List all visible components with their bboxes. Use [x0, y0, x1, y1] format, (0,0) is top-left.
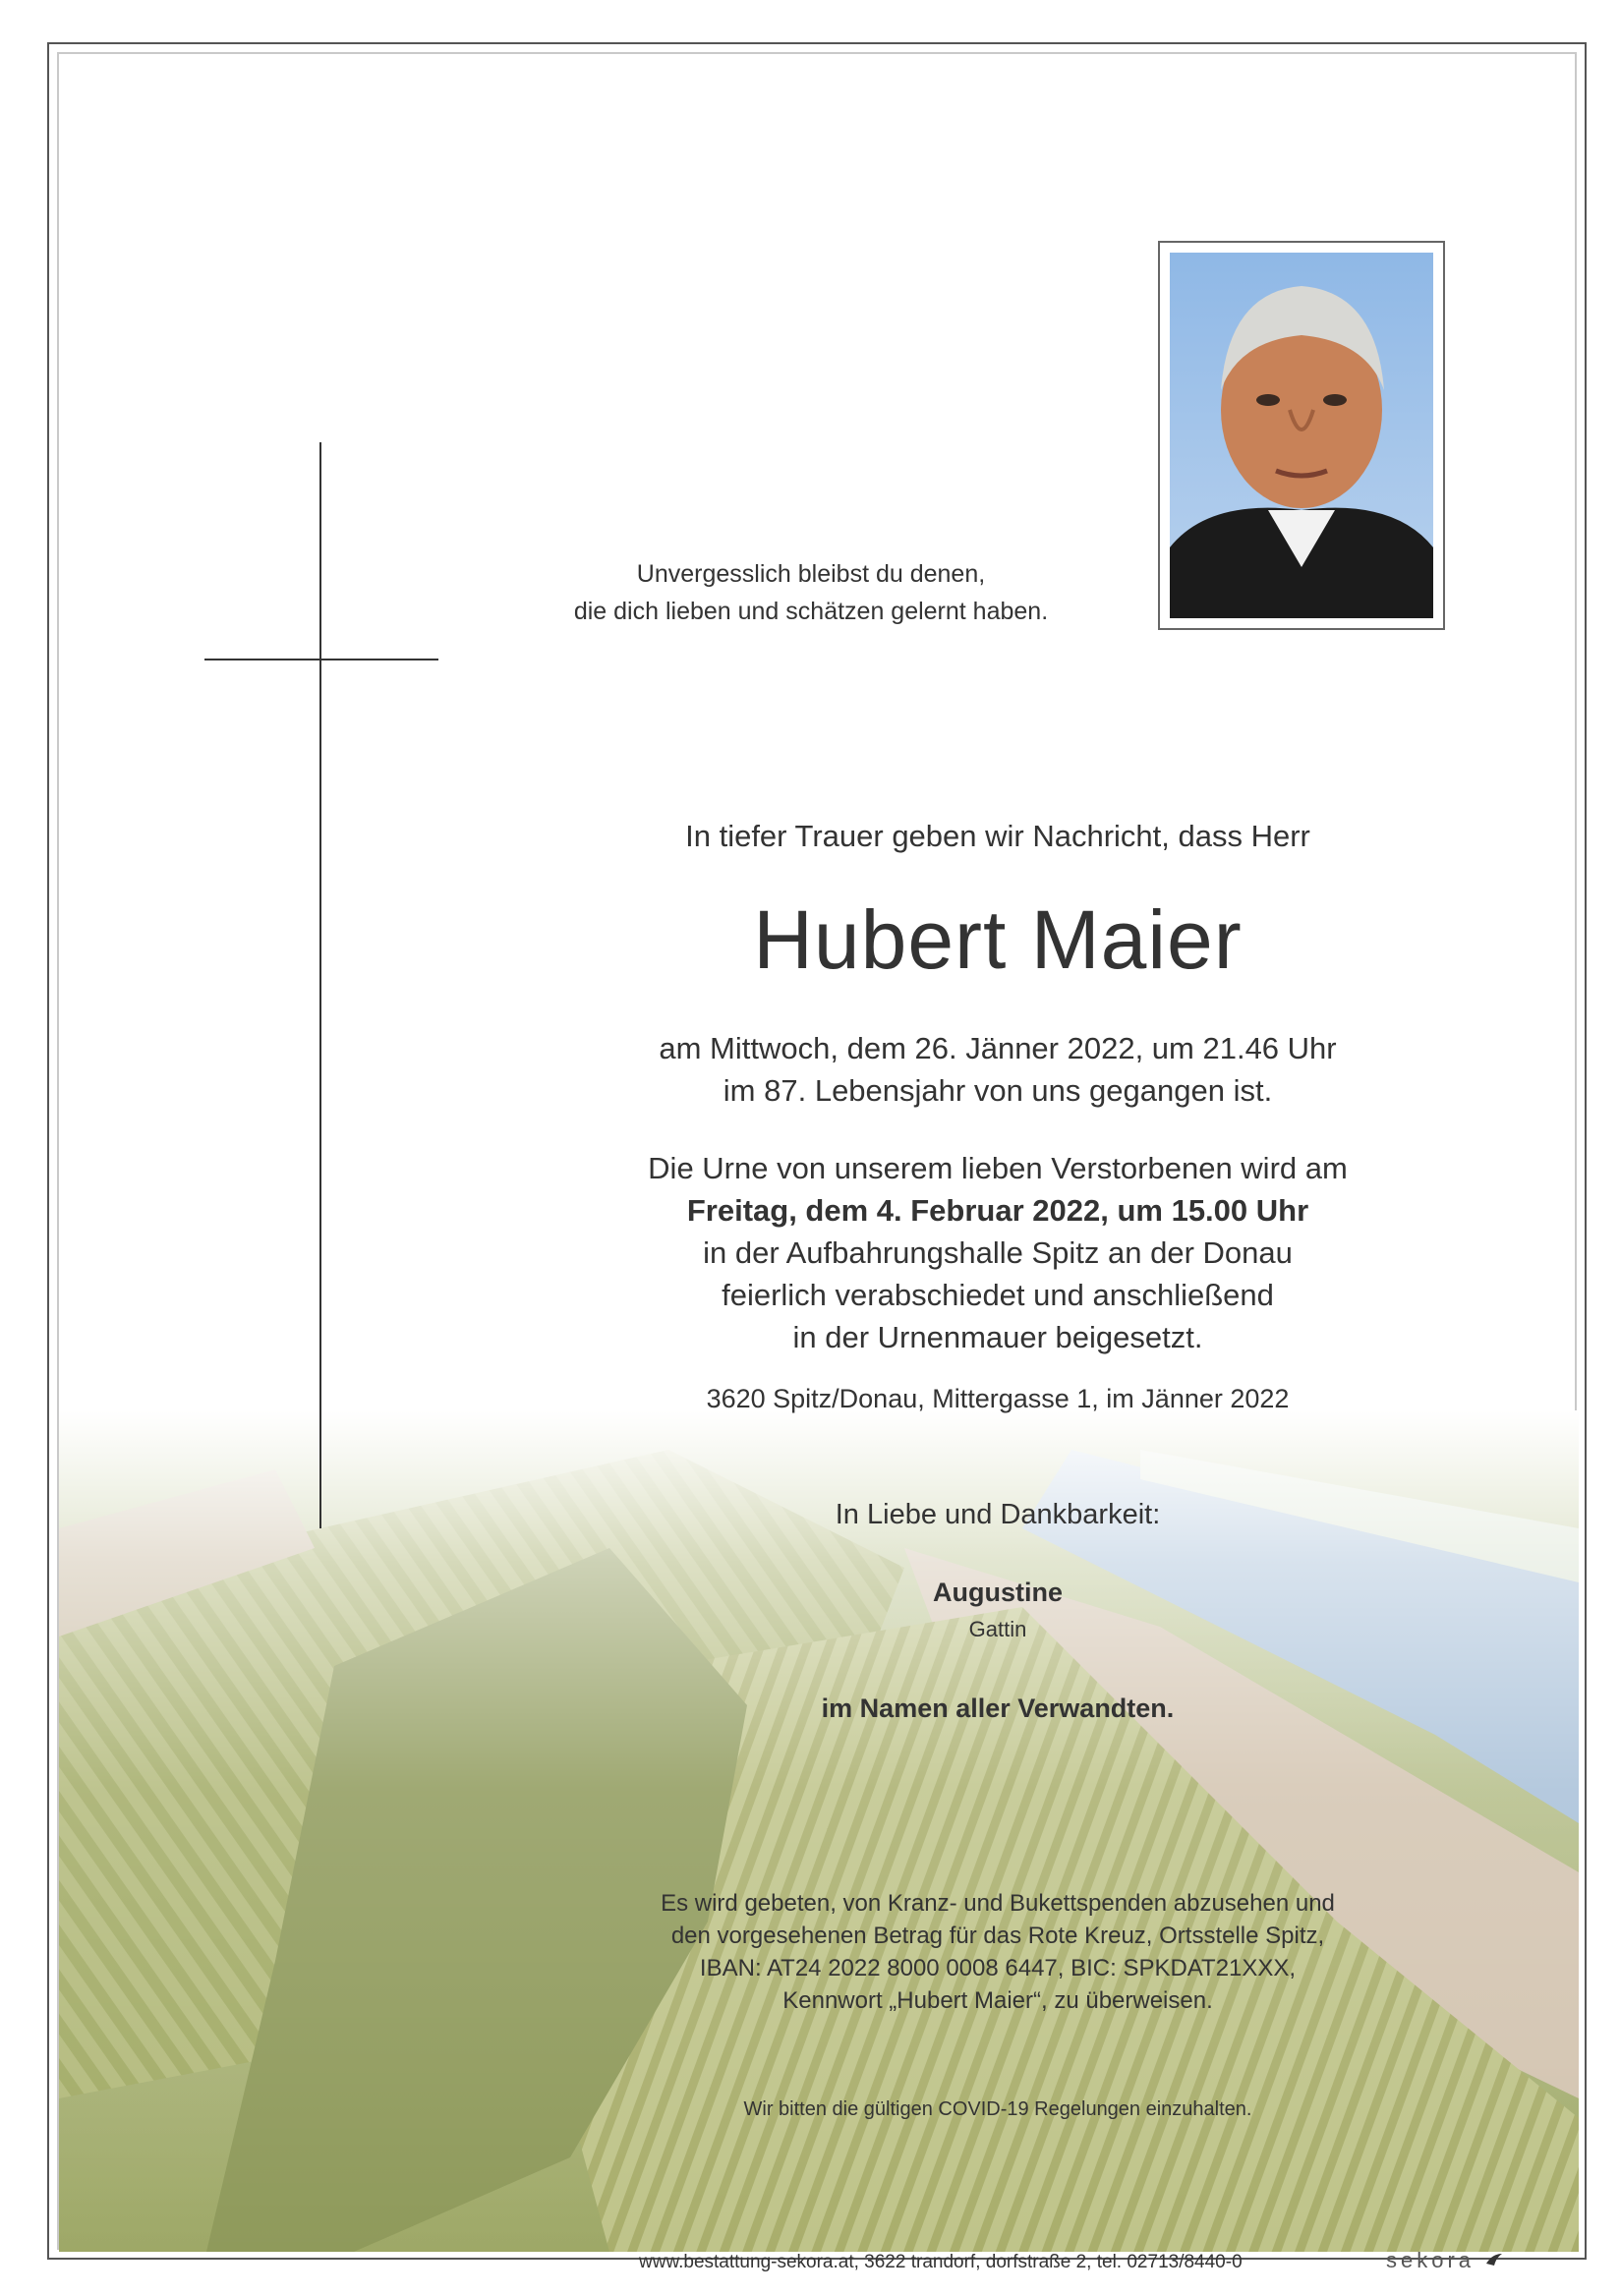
donation-line-1: Es wird gebeten, von Kranz- und Bukettspenden abzusehen und — [661, 1890, 1335, 1917]
portrait-frame — [1158, 241, 1445, 630]
quote-line-2: die dich lieben und schätzen gelernt haben. — [573, 598, 1049, 625]
mourner-name: Augustine — [933, 1578, 1063, 1607]
covid-note: Wir bitten die gültigen COVID-19 Regelungen einzuhalten. — [743, 2098, 1252, 2120]
portrait-photo — [1170, 253, 1433, 618]
quote-line-1: Unvergesslich bleibst du denen, — [636, 560, 986, 588]
deceased-name: Hubert Maier — [753, 893, 1243, 986]
ceremony-line-1: Die Urne von unserem lieben Verstorbenen wird am — [648, 1151, 1348, 1185]
brand-name: sekora — [1386, 2248, 1475, 2272]
death-details — [570, 1027, 1425, 1112]
death-line-1: am Mittwoch, dem 26. Jänner 2022, um 21.46 Uhr — [659, 1031, 1337, 1065]
brand-logo — [1386, 2248, 1504, 2273]
notice-card — [57, 52, 1577, 2272]
donation-line-2: den vorgesehenen Betrag für das Rote Kreuz, Ortsstelle Spitz, — [670, 1923, 1325, 1949]
address-line: 3620 Spitz/Donau, Mittergasse 1, im Jänner 2022 — [706, 1384, 1290, 1413]
cross-vertical — [319, 442, 321, 1528]
ceremony-line-4: feierlich verabschiedet und anschließend — [722, 1278, 1274, 1312]
funeral-home-footer: www.bestattung-sekora.at, 3622 trandorf, dorfstraße 2, tel. 02713/8440-0 — [639, 2252, 1243, 2272]
announcement-intro: In tiefer Trauer geben wir Nachricht, dass Herr — [685, 819, 1310, 853]
bird-icon — [1484, 2252, 1504, 2267]
donation-request — [570, 1887, 1425, 2017]
donation-line-3: IBAN: AT24 2022 8000 0008 6447, BIC: SPKDAT21XXX, — [699, 1955, 1297, 1981]
ceremony-line-3: in der Aufbahrungshalle Spitz an der Donau — [703, 1235, 1293, 1270]
vineyard-landscape-image — [59, 1410, 1579, 2252]
cross-horizontal — [204, 659, 438, 660]
ceremony-details — [570, 1147, 1425, 1358]
ceremony-date: Freitag, dem 4. Februar 2022, um 15.00 Uhr — [686, 1193, 1309, 1228]
mourners-closing: im Namen aller Verwandten. — [821, 1693, 1175, 1723]
donation-line-4: Kennwort „Hubert Maier“, zu überweisen. — [782, 1987, 1213, 2014]
ceremony-line-5: in der Urnenmauer beigesetzt. — [792, 1320, 1203, 1354]
death-line-2: im 87. Lebensjahr von uns gegangen ist. — [723, 1073, 1273, 1108]
memorial-quote — [492, 555, 1130, 630]
mourners-heading: In Liebe und Dankbarkeit: — [835, 1499, 1161, 1530]
mourner-relation: Gattin — [968, 1617, 1027, 1641]
